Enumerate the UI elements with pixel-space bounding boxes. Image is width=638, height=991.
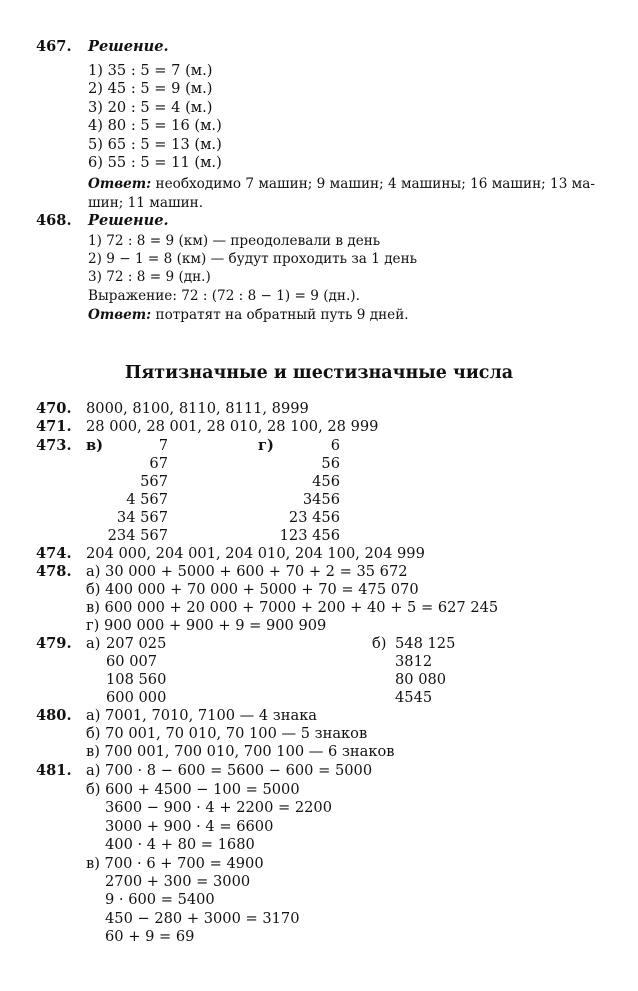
col-v-row: 567 [140, 473, 168, 490]
col-g-row: 3456 [302, 491, 340, 508]
problem-481-line-1: а) 700 · 8 − 600 = 5600 − 600 = 5000 [86, 762, 373, 779]
problem-481-line-2: б) 600 + 4500 − 100 = 5000 [86, 781, 300, 798]
col-g-row: 456 [312, 473, 340, 490]
problem-481-line-6: в) 700 · 6 + 700 = 4900 [86, 855, 264, 872]
col-v-row: 67 [149, 455, 168, 472]
answer-text: потратят на обратный путь 9 дней. [151, 307, 409, 323]
problem-467-answer-cont: шин; 11 машин. [88, 195, 204, 211]
answer-label: Ответ: [88, 307, 152, 323]
col-g-row: 56 [321, 455, 340, 472]
answer-label: Ответ: [88, 176, 152, 192]
col-v-row: 4 567 [126, 491, 168, 508]
problem-479-a-3: 108 560 [106, 671, 167, 688]
problem-480-line-a: а) 7001, 7010, 7100 — 4 знака [86, 707, 318, 724]
problem-468-step-2: 2) 9 − 1 = 8 (км) — будут проходить за 1 день [88, 251, 418, 267]
problem-468-answer [88, 306, 409, 324]
problem-481-line-3: 3600 − 900 · 4 + 2200 = 2200 [105, 799, 332, 816]
problem-468-step-3: 3) 72 : 8 = 9 (дн.) [88, 269, 211, 285]
problem-479-label-b: б) [372, 635, 387, 652]
problem-481-line-8: 9 · 600 = 5400 [105, 891, 215, 908]
col-v-row: 34 567 [116, 509, 168, 526]
problem-467-step-2: 2) 45 : 5 = 9 (м.) [88, 80, 213, 97]
problem-481-line-7: 2700 + 300 = 3000 [105, 873, 251, 890]
problem-481-line-4: 3000 + 900 · 4 = 6600 [105, 818, 274, 835]
problem-478-line-v: в) 600 000 + 20 000 + 7000 + 200 + 40 + 5 = 627 245 [86, 599, 499, 616]
problem-479-label-a: а) [86, 635, 101, 652]
problem-471-text: 28 000, 28 001, 28 010, 28 100, 28 999 [86, 418, 379, 435]
problem-470-number: 470. [36, 400, 72, 417]
col-g-row: 6 [330, 437, 340, 454]
problem-479-a-1: 207 025 [106, 635, 167, 652]
problem-471-number: 471. [36, 418, 72, 435]
col-v-row: 7 [158, 437, 168, 454]
col-g-row: 23 456 [288, 509, 340, 526]
problem-467-heading: Решение. [88, 38, 169, 55]
problem-467-step-3: 3) 20 : 5 = 4 (м.) [88, 99, 213, 116]
problem-473-label-v: в) [86, 437, 104, 454]
problem-470-text: 8000, 8100, 8110, 8111, 8999 [86, 400, 309, 417]
problem-467-answer [88, 175, 595, 193]
problem-479-a-2: 60 007 [106, 653, 158, 670]
section-title: Пятизначные и шестизначные числа [124, 363, 514, 383]
problem-473-number: 473. [36, 437, 72, 454]
problem-479-b-3: 80 080 [395, 671, 447, 688]
problem-473-label-g: г) [258, 437, 274, 454]
problem-478-line-g: г) 900 000 + 900 + 9 = 900 909 [86, 617, 327, 634]
problem-481-line-5: 400 · 4 + 80 = 1680 [105, 836, 255, 853]
problem-478-line-b: б) 400 000 + 70 000 + 5000 + 70 = 475 070 [86, 581, 419, 598]
problem-467-step-6: 6) 55 : 5 = 11 (м.) [88, 154, 222, 171]
problem-479-number: 479. [36, 635, 72, 652]
problem-467-number: 467. [36, 38, 72, 55]
problem-479-b-4: 4545 [395, 689, 433, 706]
problem-468-expression: Выражение: 72 : (72 : 8 − 1) = 9 (дн.). [88, 288, 360, 304]
problem-468-number: 468. [36, 212, 72, 229]
problem-474-text: 204 000, 204 001, 204 010, 204 100, 204 999 [86, 545, 425, 562]
problem-474-number: 474. [36, 545, 72, 562]
problem-467-step-1: 1) 35 : 5 = 7 (м.) [88, 62, 213, 79]
problem-480-number: 480. [36, 707, 72, 724]
problem-479-b-2: 3812 [395, 653, 433, 670]
problem-473-col-g [270, 437, 340, 545]
problem-481-number: 481. [36, 762, 72, 779]
problem-479-b-1: 548 125 [395, 635, 456, 652]
problem-473-col-v [100, 437, 168, 545]
problem-481-line-10: 60 + 9 = 69 [105, 928, 195, 945]
problem-480-line-v: в) 700 001, 700 010, 700 100 — 6 знаков [86, 743, 395, 760]
problem-467-step-5: 5) 65 : 5 = 13 (м.) [88, 136, 222, 153]
answer-text: необходимо 7 машин; 9 машин; 4 машины; 16 машин; 13 ма- [151, 176, 595, 192]
problem-467-step-4: 4) 80 : 5 = 16 (м.) [88, 117, 222, 134]
problem-468-step-1: 1) 72 : 8 = 9 (км) — преодолевали в день [88, 233, 381, 249]
problem-478-number: 478. [36, 563, 72, 580]
problem-478-line-a: а) 30 000 + 5000 + 600 + 70 + 2 = 35 672 [86, 563, 408, 580]
problem-481-line-9: 450 − 280 + 3000 = 3170 [105, 910, 300, 927]
col-v-row: 234 567 [107, 527, 168, 544]
problem-480-line-b: б) 70 001, 70 010, 70 100 — 5 знаков [86, 725, 368, 742]
problem-468-heading: Решение. [88, 212, 169, 229]
col-g-row: 123 456 [279, 527, 340, 544]
problem-479-a-4: 600 000 [106, 689, 167, 706]
